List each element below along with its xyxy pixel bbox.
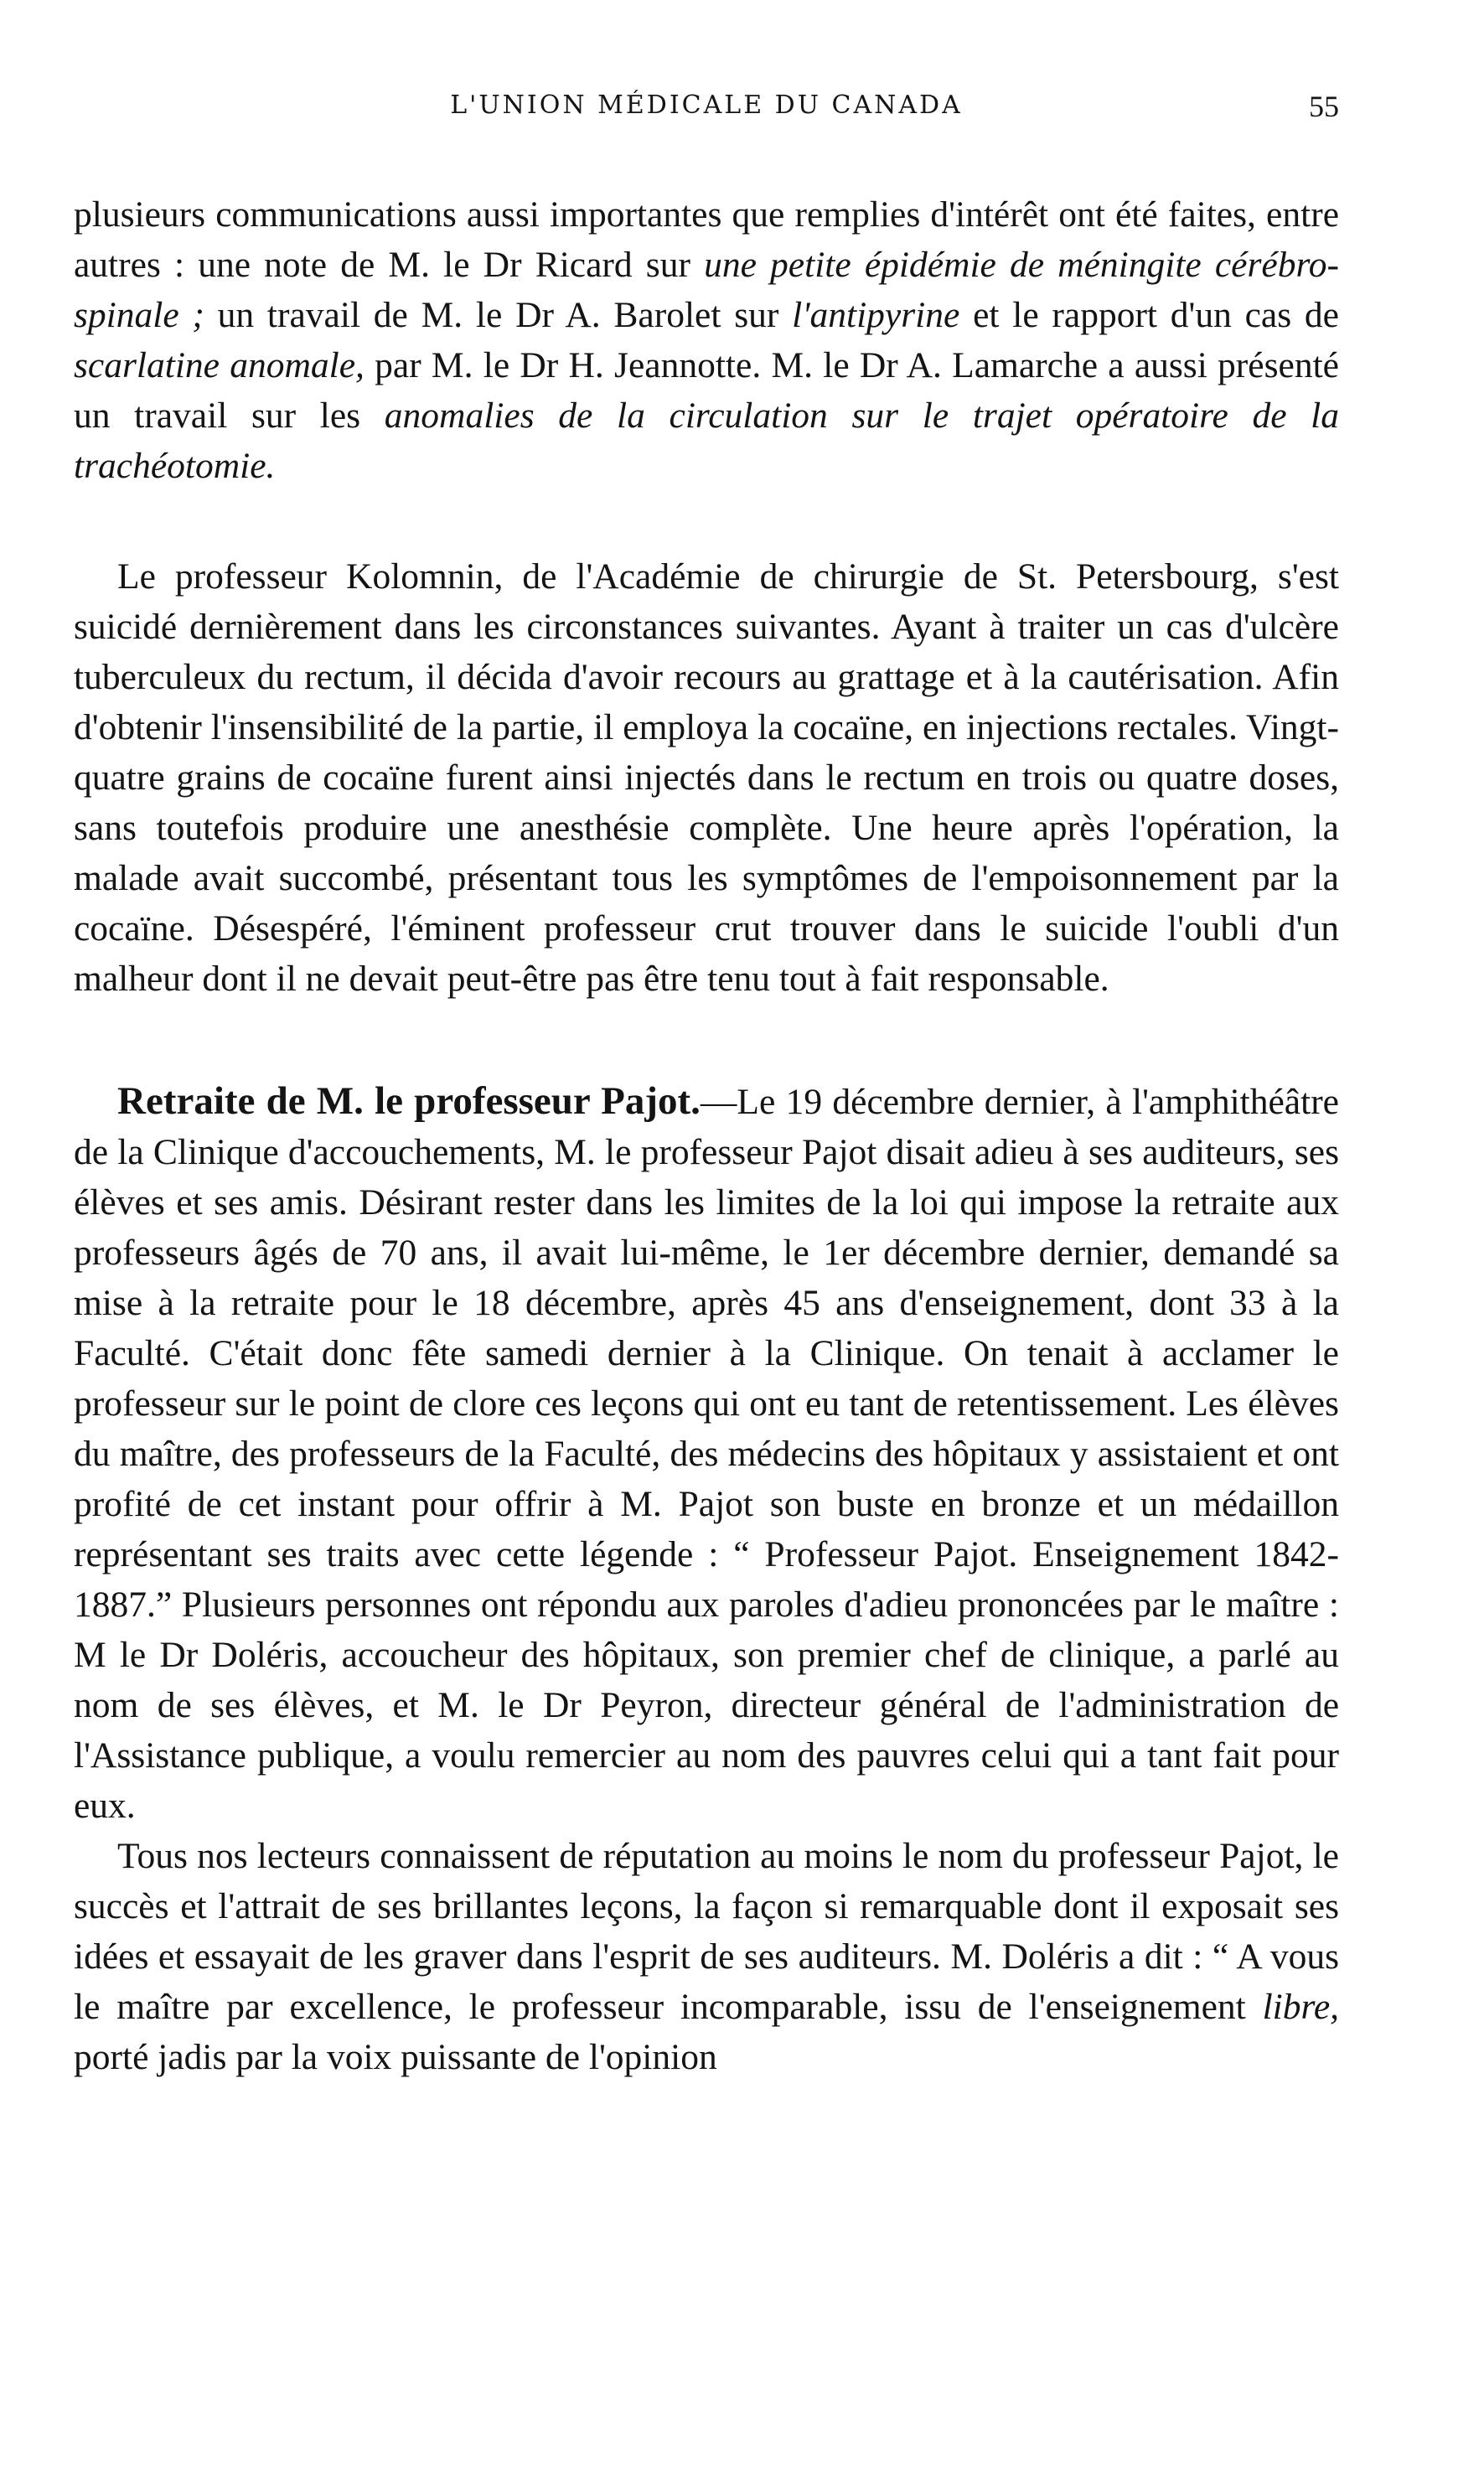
- page-number: 55: [1309, 90, 1339, 123]
- page: [74, 90, 1339, 2082]
- paragraph-lecteurs: [74, 1831, 1339, 2082]
- text-run: Le professeur Kolomnin, de l'Académie de chirurgie de St. Petersbourg, s'est suicidé dernièrement dans les circonstances suivantes. Ayant à traiter un cas d'ulcère tuberculeux du rectum, il décida d'avoir recours au grattage et à la cautérisation. Afin d'obtenir l'insensibilité de la partie, il employa la cocaïne, en injections rectales. Vingt-quatre grains de cocaïne furent ainsi injectés dans le rectum en trois ou quatre doses, sans toutefois produire une anesthésie complète. Une heure après l'opération, la malade avait succombé, présentant tous les symptômes de l'empoisonnement par la cocaïne. Désespéré, l'éminent professeur crut trouver dans le suicide l'oubli d'un malheur dont il ne devait peut-être pas être tenu tout à fait responsable.: [74, 556, 1339, 999]
- page-header: [74, 90, 1339, 141]
- paragraph-kolomnin: [74, 551, 1339, 1004]
- italic-title: une petite épidémie de méningite cérébro-spinale ;: [74, 245, 1340, 335]
- text-run: un travail de M. le Dr A. Barolet sur: [204, 295, 793, 335]
- italic-title: anomalies de la circulation sur le trajet opératoire de la trachéotomie.: [74, 396, 1340, 486]
- text-run: par M. le Dr H. Jeannotte. M. le Dr A. Lamarche a aussi présenté un travail sur les: [74, 345, 1339, 436]
- section-heading: Retraite de M. le professeur Pajot.: [117, 1079, 701, 1123]
- text-run: porté jadis par la voix puissante de l'opinion: [74, 2037, 717, 2077]
- paragraph-societe-medicale: [74, 189, 1339, 491]
- text-run: et le rapport d'un cas de: [959, 295, 1339, 335]
- text-run: Tous nos lecteurs connaissent de réputation au moins le nom du professeur Pajot, le succès et l'attrait de ses brillantes leçons, la façon si remarquable dont il exposait ses idées et essayait de les graver dans l'esprit de ses auditeurs. M. Doléris a dit : “ A vous le maître par excellence, le professeur incomparable, issu de l'enseignement: [74, 1836, 1339, 2027]
- italic-title: libre,: [1262, 1987, 1339, 2027]
- text-run: —Le 19 décembre dernier, à l'amphithéâtre de la Clinique d'accouchements, M. le professeur Pajot disait adieu à ses auditeurs, ses élèves et ses amis. Désirant rester dans les limites de la loi qui impose la retraite aux professeurs âgés de 70 ans, il avait lui-même, le 1er décembre dernier, demandé sa mise à la retraite pour le 18 décembre, après 45 ans d'enseignement, dont 33 à la Faculté. C'était donc fête samedi dernier à la Clinique. On tenait à acclamer le professeur sur le point de clore ces leçons qui ont eu tant de retentissement. Les élèves du maître, des professeurs de la Faculté, des médecins des hôpitaux y assistaient et ont profité de cet instant pour offrir à M. Pajot son buste en bronze et un médaillon représentant ses traits avec cette légende : “ Professeur Pajot. Enseignement 1842-1887.” Plusieurs personnes ont répondu aux paroles d'adieu prononcées par le maître : M le Dr Doléris, accoucheur des hôpitaux, son premier chef de clinique, a parlé au nom de ses élèves, et M. le Dr Peyron, directeur général de l'administration de l'Assistance publique, a voulu remercier au nom des pauvres celui qui a tant fait pour eux.: [74, 1082, 1339, 1826]
- italic-title: scarlatine anomale,: [74, 345, 365, 385]
- paragraph-retraite-pajot: [74, 1076, 1339, 1831]
- running-head: L'UNION MÉDICALE DU CANADA: [450, 90, 963, 120]
- italic-title: l'antipyrine: [792, 295, 960, 335]
- text-run: plusieurs communications aussi importantes que remplies d'intérêt ont été faites, entre autres : une note de M. le Dr Ricard sur: [74, 194, 1339, 285]
- article-body: [74, 189, 1339, 2082]
